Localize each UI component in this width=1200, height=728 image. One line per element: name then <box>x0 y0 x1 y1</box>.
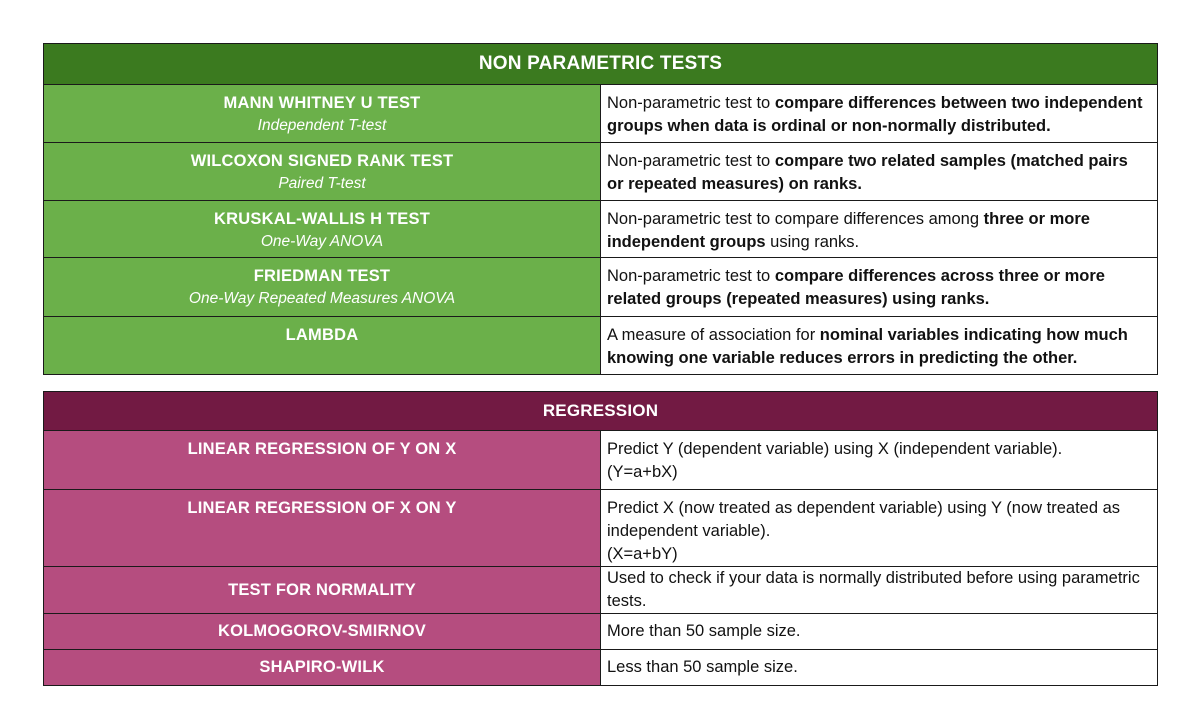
table-row <box>44 317 1158 375</box>
description-emphasis: nominal variables indicating how much knowing one variable reduces errors in predicting the other. <box>607 326 1128 367</box>
table-row <box>44 143 1158 201</box>
description-text: Non-parametric test to <box>607 152 775 170</box>
test-equivalent: One-Way Repeated Measures ANOVA <box>188 290 456 307</box>
test-description <box>601 143 1158 201</box>
description-emphasis: three or more independent groups <box>607 210 1090 251</box>
table-row <box>44 567 1158 614</box>
test-name-cell <box>44 143 601 201</box>
table-row <box>44 650 1158 686</box>
regression-header-row <box>44 392 1158 431</box>
test-name-cell <box>44 85 601 143</box>
table-row <box>44 490 1158 567</box>
table-row <box>44 85 1158 143</box>
regression-name: KOLMOGOROV-SMIRNOV <box>217 622 427 640</box>
description-tail: using ranks. <box>765 233 860 251</box>
test-name: MANN WHITNEY U TEST <box>223 94 421 112</box>
regression-description: More than 50 sample size. <box>601 614 1158 650</box>
regression-name-cell <box>44 614 601 650</box>
test-equivalent: Paired T-test <box>278 175 366 192</box>
regression-name: LINEAR REGRESSION OF X ON Y <box>187 499 457 517</box>
test-description <box>601 258 1158 317</box>
test-equivalent: One-Way ANOVA <box>260 233 384 250</box>
table-row <box>44 614 1158 650</box>
description-text: Non-parametric test to <box>607 94 775 112</box>
table-row <box>44 258 1158 317</box>
regression-name: TEST FOR NORMALITY <box>228 580 416 599</box>
regression-description: Less than 50 sample size. <box>601 650 1158 686</box>
regression-title: REGRESSION <box>44 392 1158 431</box>
regression-table <box>43 391 1158 686</box>
regression-name-cell <box>44 490 601 567</box>
test-name-cell <box>44 201 601 258</box>
regression-description <box>601 490 1158 567</box>
test-name: FRIEDMAN TEST <box>253 267 391 285</box>
nonparametric-tests-table <box>43 43 1158 375</box>
nonparametric-header-row <box>44 44 1158 85</box>
test-equivalent: Independent T-test <box>257 117 387 134</box>
regression-name-cell <box>44 650 601 686</box>
test-description <box>601 201 1158 258</box>
description-text: Predict X (now treated as dependent variable) using Y (now treated as independent variable). <box>607 499 1121 540</box>
description-emphasis: compare differences between two independent groups when data is ordinal or non-normally distributed. <box>607 94 1143 135</box>
test-name: LAMBDA <box>285 326 359 344</box>
regression-name-cell <box>44 567 601 614</box>
nonparametric-title: NON PARAMETRIC TESTS <box>44 44 1158 85</box>
regression-name: LINEAR REGRESSION OF Y ON X <box>187 440 457 458</box>
regression-description <box>601 431 1158 490</box>
description-text: Non-parametric test to <box>607 267 775 285</box>
test-name: KRUSKAL-WALLIS H TEST <box>214 210 430 228</box>
regression-name-cell <box>44 431 601 490</box>
test-description <box>601 317 1158 375</box>
description-text: Non-parametric test to compare differences among <box>607 210 984 228</box>
description-emphasis: compare two related samples (matched pairs or repeated measures) on ranks. <box>607 152 1128 193</box>
table-row <box>44 201 1158 258</box>
test-name: WILCOXON SIGNED RANK TEST <box>190 152 454 170</box>
regression-formula: (X=a+bY) <box>607 545 678 563</box>
test-name-cell <box>44 258 601 317</box>
description-text: A measure of association for <box>607 326 820 344</box>
test-description <box>601 85 1158 143</box>
regression-name: SHAPIRO-WILK <box>259 658 385 676</box>
test-name-cell <box>44 317 601 375</box>
description-emphasis: compare differences across three or more related groups (repeated measures) using ranks. <box>607 267 1105 308</box>
regression-description: Used to check if your data is normally distributed before using parametric tests. <box>601 567 1158 614</box>
regression-formula: (Y=a+bX) <box>607 463 678 481</box>
description-text: Predict Y (dependent variable) using X (independent variable). <box>607 440 1063 458</box>
table-row <box>44 431 1158 490</box>
